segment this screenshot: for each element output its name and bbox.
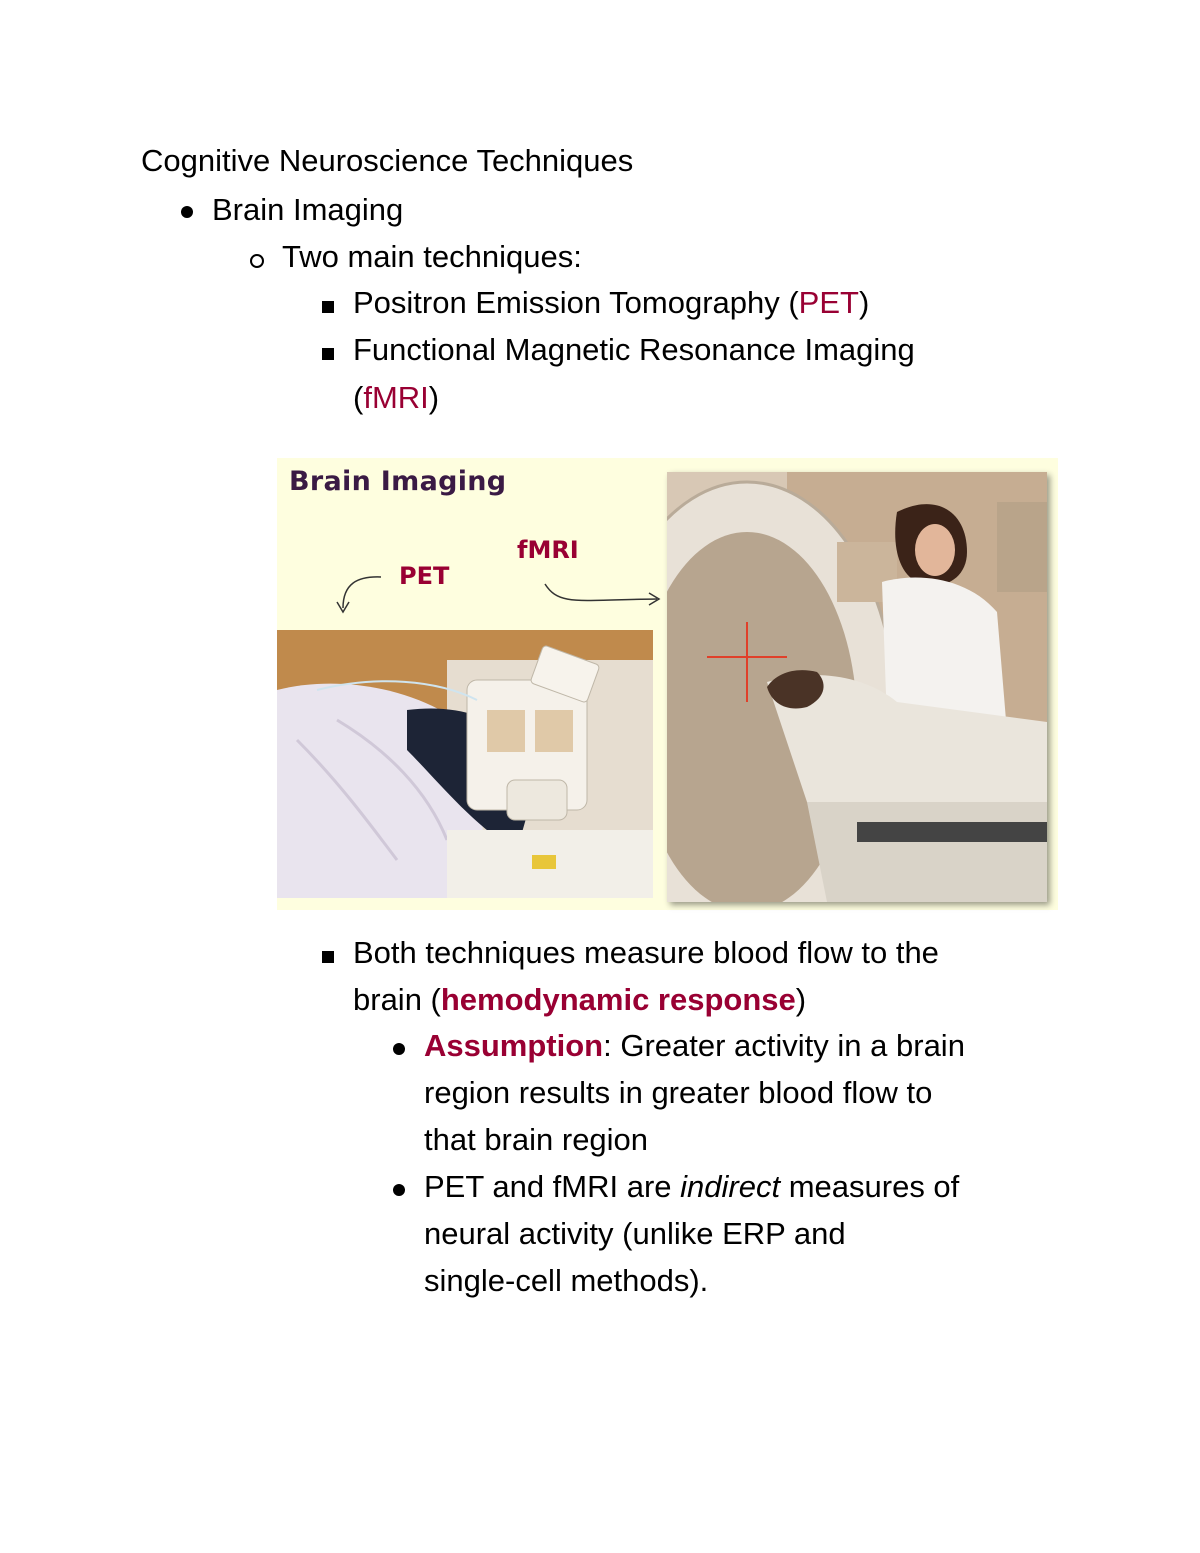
indirect-post: measures of [780,1169,960,1204]
measure-post: ) [795,982,807,1017]
figure-pet-label: PET [399,562,450,590]
fmri-item-line2 [353,380,439,416]
bullet-disc [181,206,193,218]
fmri-scanner-photo [667,472,1047,902]
indirect-line3: single-cell methods). [424,1263,709,1298]
fmri-close: ) [428,380,440,415]
pet-item [353,285,869,321]
page-title: Cognitive Neuroscience Techniques [141,143,634,178]
fmri-scene-image [667,472,1047,902]
brain-imaging-figure [277,458,1058,910]
indirect-em: indirect [680,1169,781,1204]
pet-close: ) [858,285,870,320]
brain-imaging-item: Brain Imaging [212,192,404,227]
pet-item-text: Positron Emission Tomography ( [353,285,799,320]
bullet-square [322,951,334,963]
pet-scanner-photo [277,630,653,898]
bullet-square [322,301,334,313]
measure-pre: brain ( [353,982,441,1017]
assumption-line1 [424,1028,965,1064]
measure-line1: Both techniques measure blood flow to the [353,935,939,970]
assumption-line2: region results in greater blood flow to [424,1075,933,1110]
measure-line2 [353,982,806,1018]
figure-fmri-label: fMRI [517,536,579,564]
bullet-circle [250,254,264,268]
hemodynamic-term: hemodynamic response [440,982,796,1017]
fmri-open: ( [353,380,364,415]
fmri-abbr: fMRI [363,380,429,415]
bullet-disc [393,1043,405,1055]
bullet-disc [393,1184,405,1196]
bullet-square [322,348,334,360]
two-techniques-item: Two main techniques: [282,239,582,274]
pet-scene-image [277,630,653,898]
assumption-line3: that brain region [424,1122,649,1157]
assumption-term: Assumption [424,1028,604,1063]
fmri-item-line1: Functional Magnetic Resonance Imaging [353,332,915,367]
indirect-line1 [424,1169,959,1205]
figure-title: Brain Imaging [289,466,507,497]
indirect-pre: PET and fMRI are [424,1169,681,1204]
pet-abbr: PET [798,285,859,320]
indirect-line2: neural activity (unlike ERP and [424,1216,846,1251]
assumption-rest: : Greater activity in a brain [603,1028,965,1063]
